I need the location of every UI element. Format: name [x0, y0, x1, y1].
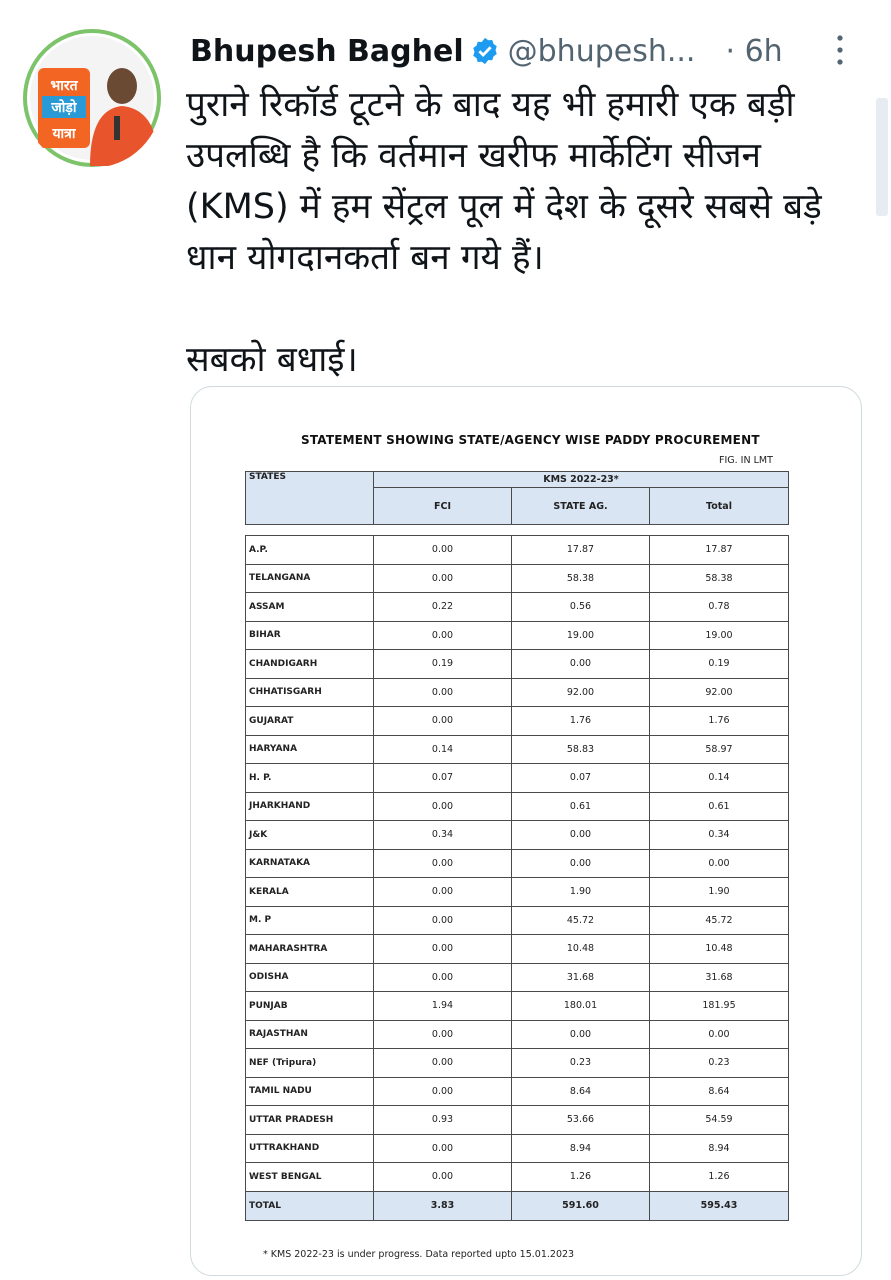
value-cell: 17.87 [512, 536, 650, 565]
scrollbar[interactable] [876, 98, 888, 216]
state-name-cell: UTTRAKHAND [246, 1134, 374, 1163]
value-cell: 10.48 [650, 935, 789, 964]
value-cell: 0.00 [374, 849, 512, 878]
col-header-total: Total [650, 488, 789, 525]
table-row [246, 735, 789, 764]
col-header-period: KMS 2022-23* [374, 472, 789, 488]
value-cell: 0.00 [512, 1020, 650, 1049]
value-cell: 0.00 [374, 536, 512, 565]
value-cell: 54.59 [650, 1106, 789, 1135]
value-cell: 0.00 [512, 650, 650, 679]
value-cell: 0.00 [512, 849, 650, 878]
avatar-badge-line2: जोड़ो [51, 100, 77, 116]
tweet-time[interactable]: 6h [744, 34, 783, 69]
table-row [246, 849, 789, 878]
value-cell: 0.56 [512, 593, 650, 622]
value-cell: 0.07 [374, 764, 512, 793]
value-cell: 45.72 [512, 906, 650, 935]
value-cell: 0.00 [374, 1163, 512, 1192]
value-cell: 0.78 [650, 593, 789, 622]
table-body [246, 525, 789, 1221]
state-name-cell: M. P [246, 906, 374, 935]
value-cell: 1.94 [374, 992, 512, 1021]
value-cell: 0.07 [512, 764, 650, 793]
value-cell: 8.94 [512, 1134, 650, 1163]
value-cell: 0.00 [374, 678, 512, 707]
avatar-badge-line1: भारत [50, 78, 78, 94]
state-name-cell: BIHAR [246, 621, 374, 650]
value-cell: 0.00 [650, 849, 789, 878]
total-label-cell: TOTAL [246, 1191, 374, 1220]
author-name[interactable]: Bhupesh Baghel [190, 34, 464, 69]
value-cell: 0.61 [650, 792, 789, 821]
header-separator: · [725, 34, 736, 69]
value-cell: 0.00 [374, 906, 512, 935]
table-row [246, 906, 789, 935]
value-cell: 0.61 [512, 792, 650, 821]
value-cell: 92.00 [650, 678, 789, 707]
table-row [246, 792, 789, 821]
tweet-header [190, 30, 870, 78]
value-cell: 0.23 [512, 1049, 650, 1078]
value-cell: 0.00 [374, 1049, 512, 1078]
value-cell: 0.34 [650, 821, 789, 850]
value-cell: 0.19 [650, 650, 789, 679]
table-row [246, 593, 789, 622]
state-name-cell: PUNJAB [246, 992, 374, 1021]
table-row [246, 1020, 789, 1049]
table-row [246, 1134, 789, 1163]
total-value-cell: 591.60 [512, 1191, 650, 1220]
value-cell: 0.00 [374, 564, 512, 593]
document-title: STATEMENT SHOWING STATE/AGENCY WISE PADDY PROCUREMENT [301, 433, 760, 447]
table-row [246, 536, 789, 565]
state-name-cell: JHARKHAND [246, 792, 374, 821]
col-header-state-ag: STATE AG. [512, 488, 650, 525]
author-handle[interactable]: @bhupesh... [507, 34, 696, 69]
table-row [246, 992, 789, 1021]
table-row [246, 935, 789, 964]
verified-badge-icon [470, 35, 500, 65]
state-name-cell: KARNATAKA [246, 849, 374, 878]
value-cell: 92.00 [512, 678, 650, 707]
value-cell: 58.38 [650, 564, 789, 593]
value-cell: 17.87 [650, 536, 789, 565]
total-row [246, 1191, 789, 1220]
value-cell: 0.93 [374, 1106, 512, 1135]
value-cell: 0.00 [374, 878, 512, 907]
value-cell: 0.00 [374, 935, 512, 964]
table-row [246, 678, 789, 707]
value-cell: 53.66 [512, 1106, 650, 1135]
value-cell: 58.83 [512, 735, 650, 764]
total-value-cell: 595.43 [650, 1191, 789, 1220]
value-cell: 0.00 [374, 1077, 512, 1106]
state-name-cell: ODISHA [246, 963, 374, 992]
table-row [246, 764, 789, 793]
state-name-cell: MAHARASHTRA [246, 935, 374, 964]
document-footnote: * KMS 2022-23 is under progress. Data reported upto 15.01.2023 [263, 1249, 575, 1260]
value-cell: 0.23 [650, 1049, 789, 1078]
value-cell: 0.00 [374, 792, 512, 821]
state-name-cell: H. P. [246, 764, 374, 793]
value-cell: 10.48 [512, 935, 650, 964]
value-cell: 1.76 [512, 707, 650, 736]
value-cell: 45.72 [650, 906, 789, 935]
value-cell: 19.00 [650, 621, 789, 650]
value-cell: 0.14 [374, 735, 512, 764]
state-name-cell: J&K [246, 821, 374, 850]
value-cell: 1.26 [650, 1163, 789, 1192]
table-row [246, 1163, 789, 1192]
value-cell: 0.22 [374, 593, 512, 622]
value-cell: 0.00 [374, 963, 512, 992]
value-cell: 180.01 [512, 992, 650, 1021]
state-name-cell: ASSAM [246, 593, 374, 622]
value-cell: 8.64 [512, 1077, 650, 1106]
state-name-cell: CHHATISGARH [246, 678, 374, 707]
value-cell: 31.68 [512, 963, 650, 992]
table-row [246, 650, 789, 679]
value-cell: 0.00 [374, 1134, 512, 1163]
state-name-cell: A.P. [246, 536, 374, 565]
document-unit: FIG. IN LMT [719, 455, 773, 466]
value-cell: 0.00 [374, 1020, 512, 1049]
value-cell: 8.64 [650, 1077, 789, 1106]
more-options-icon[interactable] [828, 32, 852, 68]
tweet-media-image[interactable] [190, 386, 862, 1276]
value-cell: 181.95 [650, 992, 789, 1021]
table-row [246, 821, 789, 850]
table-row [246, 1077, 789, 1106]
state-name-cell: KERALA [246, 878, 374, 907]
value-cell: 1.76 [650, 707, 789, 736]
table-row [246, 1106, 789, 1135]
avatar-badge-line3: यात्रा [52, 126, 76, 142]
state-name-cell: WEST BENGAL [246, 1163, 374, 1192]
col-header-fci: FCI [374, 488, 512, 525]
state-name-cell: TELANGANA [246, 564, 374, 593]
state-name-cell: GUJARAT [246, 707, 374, 736]
value-cell: 58.38 [512, 564, 650, 593]
value-cell: 1.26 [512, 1163, 650, 1192]
table-row [246, 621, 789, 650]
value-cell: 0.00 [374, 621, 512, 650]
value-cell: 0.34 [374, 821, 512, 850]
value-cell: 0.00 [512, 821, 650, 850]
table-row [246, 878, 789, 907]
value-cell: 58.97 [650, 735, 789, 764]
value-cell: 0.14 [650, 764, 789, 793]
table-spacer [246, 525, 789, 536]
state-name-cell: CHANDIGARH [246, 650, 374, 679]
value-cell: 1.90 [650, 878, 789, 907]
table-row [246, 963, 789, 992]
tweet-text: पुराने रिकॉर्ड टूटने के बाद यह भी हमारी एक बड़ी उपलब्धि है कि वर्तमान खरीफ मार्केटिंग सीजन (KMS) में हम सेंट्रल पूल में देश के दूसरे सबसे बड़े धान योगदानकर्ता बन गये हैं। सबको बधाई। [186, 85, 822, 380]
state-name-cell: HARYANA [246, 735, 374, 764]
avatar[interactable] [22, 28, 162, 168]
value-cell: 19.00 [512, 621, 650, 650]
value-cell: 0.00 [374, 707, 512, 736]
table-row [246, 564, 789, 593]
value-cell: 0.19 [374, 650, 512, 679]
state-name-cell: NEF (Tripura) [246, 1049, 374, 1078]
total-value-cell: 3.83 [374, 1191, 512, 1220]
table-row [246, 1049, 789, 1078]
state-name-cell: TAMIL NADU [246, 1077, 374, 1106]
value-cell: 0.00 [650, 1020, 789, 1049]
table-row [246, 707, 789, 736]
value-cell: 31.68 [650, 963, 789, 992]
value-cell: 1.90 [512, 878, 650, 907]
procurement-table [245, 471, 789, 1221]
value-cell: 8.94 [650, 1134, 789, 1163]
col-header-states: STATES [246, 472, 374, 525]
state-name-cell: RAJASTHAN [246, 1020, 374, 1049]
state-name-cell: UTTAR PRADESH [246, 1106, 374, 1135]
